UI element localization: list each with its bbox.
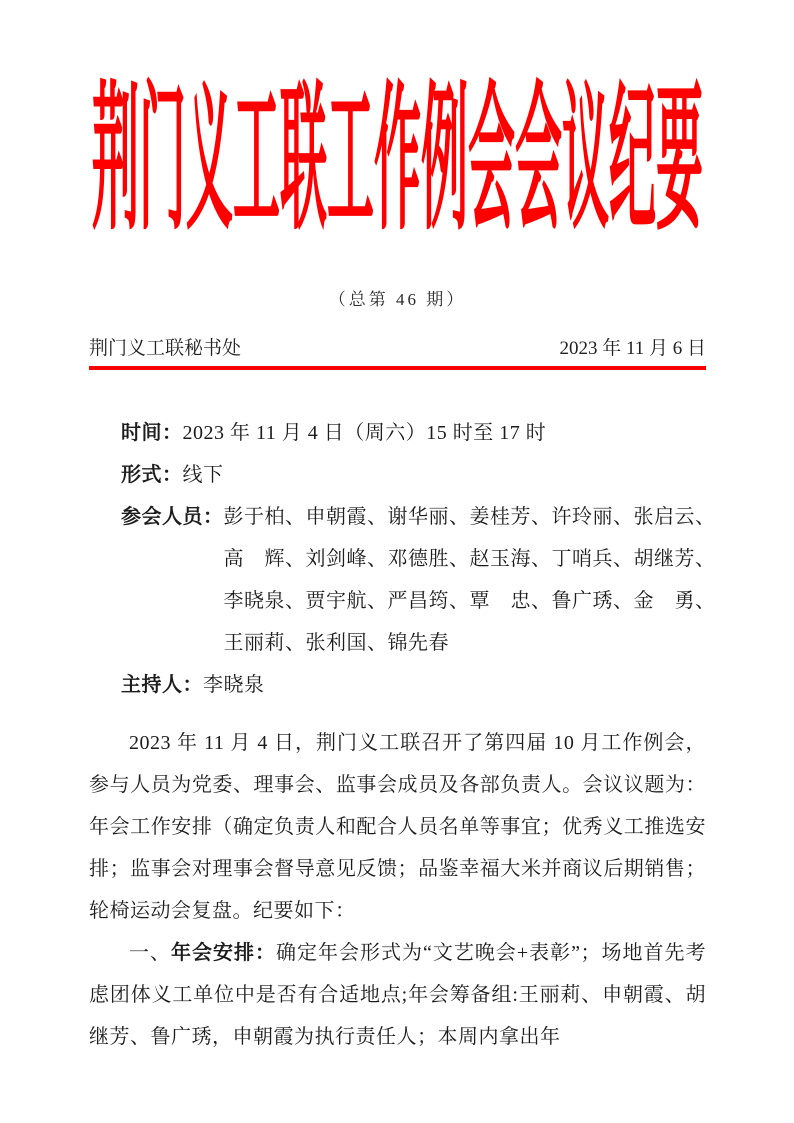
attendees-line: 王丽莉、张利国、锦先春 [223, 632, 449, 654]
attendees-list [224, 496, 716, 664]
meta-format-row [121, 454, 706, 496]
paragraph-annual-meeting [89, 932, 706, 1058]
host-value: 李晓泉 [203, 674, 265, 696]
masthead-date: 2023 年 11 月 6 日 [559, 338, 706, 359]
attendees-line: 高 辉、刘剑峰、邓德胜、赵玉海、丁哨兵、胡继芳、 [223, 548, 716, 570]
time-label: 时间： [121, 422, 183, 444]
document-title: 荆门义工联工作例会会议纪要 [92, 74, 703, 252]
meeting-meta [121, 412, 716, 706]
attendees-label: 参会人员： [121, 506, 224, 528]
document-body [89, 722, 706, 1058]
meta-attendees-row [121, 496, 716, 664]
red-divider [89, 366, 706, 370]
paragraph-intro: 2023 年 11 月 4 日，荆门义工联召开了第四届 10 月工作例会，参与人员为党委、理事会、监事会成员及各部负责人。会议议题为：年会工作安排（确定负责人和配合人员名单等事宜；优秀义工推选安排；监事会对理事会督导意见反馈；品鉴幸福大米并商议后期销售；轮椅运动会复盘。纪要如下： [89, 732, 706, 922]
time-value: 2023 年 11 月 4 日（周六）15 时至 17 时 [182, 422, 547, 444]
section-text: 确定年会形式为“文艺晚会+表彰”；场地首先考虑团体义工单位中是否有合适地点;年会筹备组:王丽莉、申朝霞、胡继芳、鲁广琇，申朝霞为执行责任人；本周内拿出年 [89, 942, 706, 1048]
attendees-line: 彭于柏、申朝霞、谢华丽、姜桂芳、许玲丽、张启云、 [223, 506, 716, 528]
masthead [89, 336, 706, 361]
host-label: 主持人： [121, 674, 203, 696]
list-number: 一、 [129, 942, 171, 964]
meta-time-row [121, 412, 706, 454]
section-heading: 年会安排： [171, 942, 276, 964]
meta-host-row [121, 664, 706, 706]
issue-number: （总第 46 期） [328, 290, 467, 309]
format-value: 线下 [182, 464, 224, 486]
attendees-line: 李晓泉、贾宇航、严昌筠、覃 忠、鲁广琇、金 勇、 [223, 590, 716, 612]
masthead-org: 荆门义工联秘书处 [89, 338, 242, 359]
format-label: 形式： [121, 464, 183, 486]
document-title-banner [89, 74, 706, 252]
